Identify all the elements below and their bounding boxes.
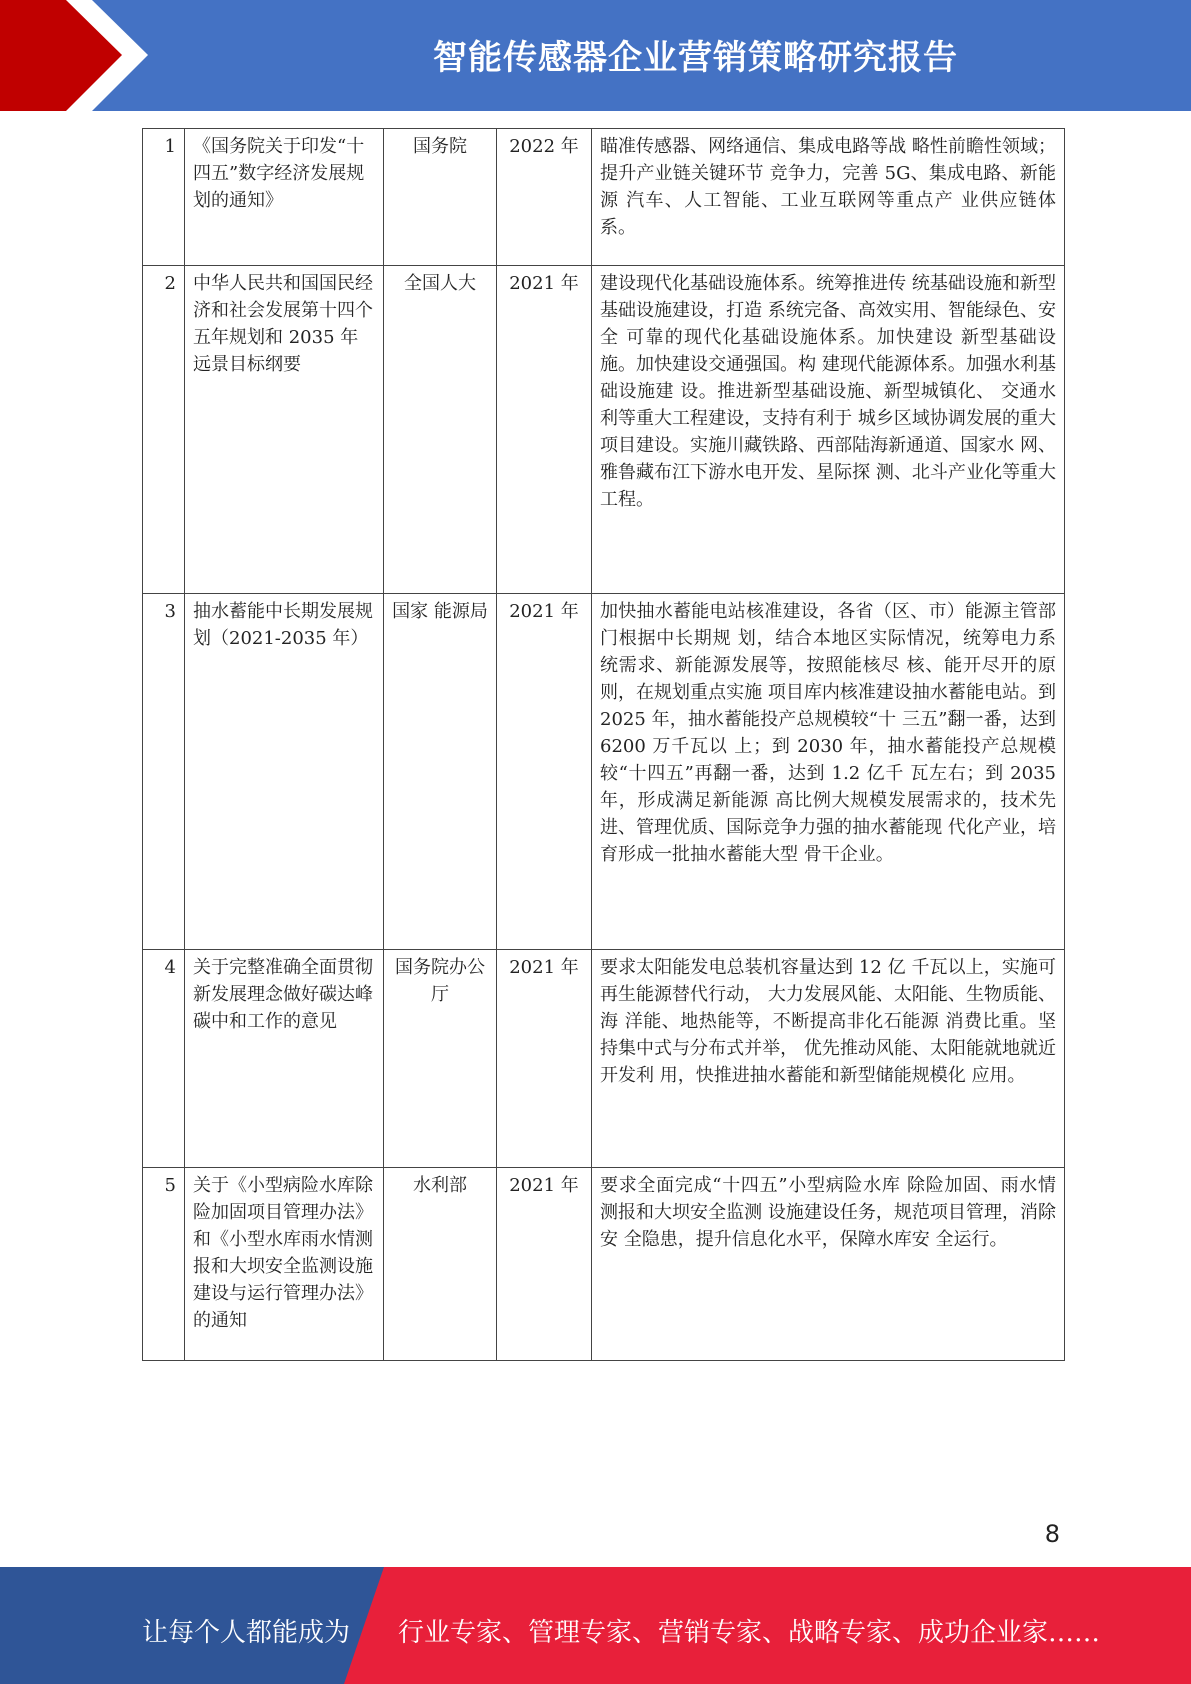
issue-year: 2021 年 — [497, 1168, 592, 1361]
page-header — [0, 0, 1191, 111]
table-row — [143, 1168, 1065, 1361]
policy-content: 要求全面完成“十四五”小型病险水库 除险加固、雨水情测报和大坝安全监测 设施建设任务，规范项目管理，消除安 全隐患，提升信息化水平，保障水库安 全运行。 — [592, 1168, 1065, 1361]
row-number: 5 — [143, 1168, 185, 1361]
issuing-body: 水利部 — [384, 1168, 497, 1361]
footer-slogan-left: 让每个人都能成为 — [142, 1618, 351, 1648]
table-row — [143, 950, 1065, 1168]
issue-year: 2022 年 — [497, 129, 592, 266]
page-footer — [0, 1567, 1191, 1684]
footer-slogan-right: 行业专家、管理专家、营销专家、战略专家、成功企业家…… — [398, 1618, 1101, 1648]
policy-content: 要求太阳能发电总装机容量达到 12 亿 千瓦以上，实施可再生能源替代行动， 大力发展风能、太阳能、生物质能、海 洋能、地热能等，不断提高非化石能源 消费比重。坚持集中式与分布式并举， 优先推动风能、太阳能就地就近开发利 用，快推进抽水蓄能和新型储能规模化 应用。 — [592, 950, 1065, 1168]
issuing-body: 全国人大 — [384, 266, 497, 594]
policy-table — [142, 128, 1065, 1361]
policy-name: 关于完整准确全面贯彻新发展理念做好碳达峰碳中和工作的意见 — [185, 950, 384, 1168]
policy-name: 关于《小型病险水库除险加固项目管理办法》和《小型水库雨水情测报和大坝安全监测设施建设与运行管理办法》的通知 — [185, 1168, 384, 1361]
issue-year: 2021 年 — [497, 266, 592, 594]
policy-name: 《国务院关于印发“十四五”数字经济发展规划的通知》 — [185, 129, 384, 266]
policy-content: 建设现代化基础设施体系。统筹推进传 统基础设施和新型基础设施建设，打造 系统完备、高效实用、智能绿色、安全 可靠的现代化基础设施体系。加快建设 新型基础设施。加快建设交通强国。构 建现代能源体系。加强水利基础设施建 设。推进新型基础设施、新型城镇化、 交通水利等重大工程建设，支持有利于 城乡区域协调发展的重大项目建设。实施川藏铁路、西部陆海新通道、国家水 网、雅鲁藏布江下游水电开发、星际探 测、北斗产业化等重大工程。 — [592, 266, 1065, 594]
policy-name: 抽水蓄能中长期发展规划（2021-2035 年） — [185, 594, 384, 950]
issuing-body: 国家 能源局 — [384, 594, 497, 950]
page-title: 智能传感器企业营销策略研究报告 — [433, 38, 958, 78]
table-row — [143, 594, 1065, 950]
issue-year: 2021 年 — [497, 950, 592, 1168]
issue-year: 2021 年 — [497, 594, 592, 950]
policy-content: 瞄准传感器、网络通信、集成电路等战 略性前瞻性领域；提升产业链关键环节 竞争力，完善 5G、集成电路、新能源 汽车、人工智能、工业互联网等重点产 业供应链体系。 — [592, 129, 1065, 266]
policy-content: 加快抽水蓄能电站核准建设，各省（区、市）能源主管部门根据中长期规 划，结合本地区实际情况，统筹电力系 统需求、新能源发展等，按照能核尽 核、能开尽开的原则，在规划重点实施 项目库内核准建设抽水蓄能电站。到 2025 年，抽水蓄能投产总规模较“十 三五”翻一番，达到 6200 万千瓦以 上；到 2030 年，抽水蓄能投产总规模 较“十四五”再翻一番，达到 1.2 亿千 瓦左右；到 2035 年，形成满足新能源 高比例大规模发展需求的，技术先进、管理优质、国际竞争力强的抽水蓄能现 代化产业，培育形成一批抽水蓄能大型 骨干企业。 — [592, 594, 1065, 950]
row-number: 2 — [143, 266, 185, 594]
row-number: 1 — [143, 129, 185, 266]
issuing-body: 国务院办公厅 — [384, 950, 497, 1168]
table-row — [143, 129, 1065, 266]
issuing-body: 国务院 — [384, 129, 497, 266]
row-number: 3 — [143, 594, 185, 950]
page-number: 8 — [1044, 1520, 1060, 1548]
policy-name: 中华人民共和国国民经济和社会发展第十四个五年规划和 2035 年远景目标纲要 — [185, 266, 384, 594]
table-row — [143, 266, 1065, 594]
row-number: 4 — [143, 950, 185, 1168]
